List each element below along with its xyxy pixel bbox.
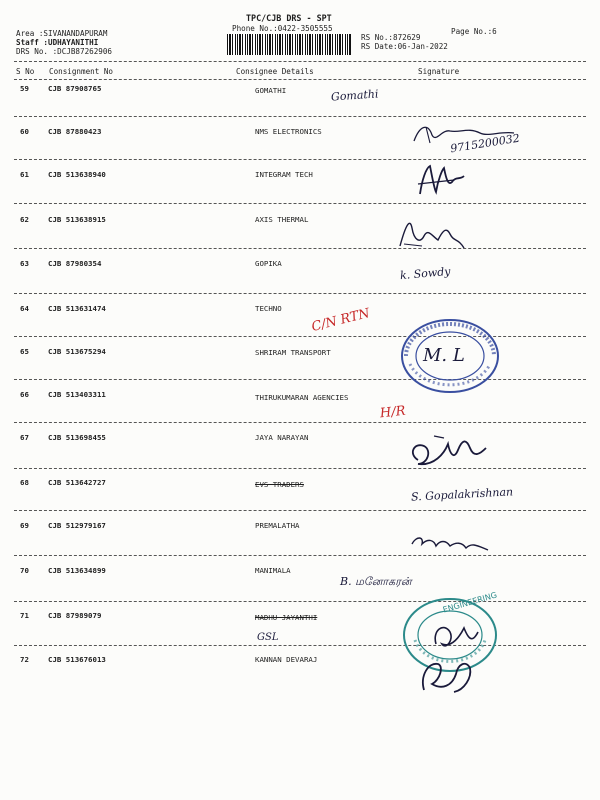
signature-r72 <box>414 650 482 698</box>
row-divider <box>14 116 586 117</box>
row-sno: 64 <box>20 304 29 313</box>
handwriting-r60-phone: 9715200032 <box>449 131 521 156</box>
table-row <box>0 170 600 182</box>
row-consignee: AXIS THERMAL <box>255 215 309 224</box>
staff-field: Staff :UDHAYANITHI <box>16 38 99 47</box>
row-divider <box>14 422 586 423</box>
signature-r62 <box>394 214 470 254</box>
drs-number: DRS No. :DCJB87262906 <box>16 47 113 56</box>
stamp-text-r71: ENGINEERING <box>441 590 498 615</box>
row-consignment: CJB 87980354 <box>48 259 102 268</box>
row-consignment: CJB 513403311 <box>48 390 106 399</box>
table-row <box>0 84 600 96</box>
table-row <box>0 566 600 578</box>
row-consignee: THIRUKUMARAN AGENCIES <box>255 393 349 402</box>
row-consignee: SHRIRAM TRANSPORT <box>255 348 331 357</box>
row-consignee: GOMATHI <box>255 86 287 95</box>
row-sno: 68 <box>20 478 29 487</box>
row-sno: 62 <box>20 215 29 224</box>
row-consignment: CJB 513698455 <box>48 433 106 442</box>
row-consignment: CJB 87908765 <box>48 84 102 93</box>
barcode <box>227 34 351 55</box>
row-sno: 69 <box>20 521 29 530</box>
table-row <box>0 347 600 359</box>
row-sno: 72 <box>20 655 29 664</box>
table-row <box>0 655 600 667</box>
row-consignee: MANIMALA <box>255 566 291 575</box>
row-sno: 59 <box>20 84 29 93</box>
table-row <box>0 433 600 445</box>
row-divider <box>14 510 586 511</box>
table-row <box>0 304 600 316</box>
row-consignment: CJB 513675294 <box>48 347 106 356</box>
handwriting-r66: H/R <box>379 403 407 422</box>
row-consignee: JAYA NARAYAN <box>255 433 309 442</box>
row-consignee: GOPIKA <box>255 259 282 268</box>
row-divider <box>14 468 586 469</box>
col-signature: Signature <box>418 67 460 76</box>
signature-r61 <box>414 162 470 198</box>
row-consignment: CJB 512979167 <box>48 521 106 530</box>
handwriting-r71: GSL <box>257 632 279 643</box>
row-divider <box>14 555 586 556</box>
col-consignee: Consignee Details <box>236 67 314 76</box>
col-consignment: Consignment No <box>49 67 114 76</box>
row-divider <box>14 645 586 646</box>
row-consignment: CJB 513642727 <box>48 478 106 487</box>
rs-number: RS No.:872629 <box>361 33 421 42</box>
row-consignee: EVS TRADERS <box>255 480 304 489</box>
phone-number: Phone No.:0422-3505555 <box>232 24 333 33</box>
table-row <box>0 611 600 623</box>
row-consignment: CJB 87880423 <box>48 127 102 136</box>
row-sno: 70 <box>20 566 29 575</box>
table-row <box>0 521 600 533</box>
table-row <box>0 215 600 227</box>
row-sno: 67 <box>20 433 29 442</box>
area-field: Area :SIVANANDAPURAM <box>16 29 108 38</box>
row-divider <box>14 203 586 204</box>
row-sno: 65 <box>20 347 29 356</box>
handwriting-r65: M. L <box>423 345 465 366</box>
row-sno: 66 <box>20 390 29 399</box>
row-divider <box>14 248 586 249</box>
handwriting-r70: B. மனோகரன் <box>340 575 412 588</box>
row-divider <box>14 293 586 294</box>
row-consignee: NMS ELECTRONICS <box>255 127 322 136</box>
sheet-title: TPC/CJB DRS - SPT <box>246 13 332 23</box>
page-number: Page No.:6 <box>451 27 497 36</box>
row-consignee: MADHU JAYANTHI <box>255 613 318 622</box>
row-consignee: KANNAN DEVARAJ <box>255 655 318 664</box>
row-consignment: CJB 87989079 <box>48 611 102 620</box>
signature-r69 <box>406 528 492 554</box>
row-consignment: CJB 513638915 <box>48 215 106 224</box>
handwriting-r63: k. Sowdy <box>399 264 451 283</box>
row-consignment: CJB 513638940 <box>48 170 106 179</box>
row-sno: 61 <box>20 170 29 179</box>
columns-divider <box>14 79 586 80</box>
row-sno: 71 <box>20 611 29 620</box>
row-sno: 60 <box>20 127 29 136</box>
signature-r67 <box>404 424 490 470</box>
table-row <box>0 259 600 271</box>
row-consignment: CJB 513634899 <box>48 566 106 575</box>
row-consignee: TECHNO <box>255 304 282 313</box>
handwriting-r64: C/N RTN <box>310 306 372 335</box>
handwriting-r68: S. Gopalakrishnan <box>410 485 514 504</box>
header-divider <box>14 61 586 62</box>
col-sno: S No <box>16 67 35 76</box>
row-consignee: INTEGRAM TECH <box>255 170 313 179</box>
row-divider <box>14 159 586 160</box>
handwriting-r59: Gomathi <box>330 87 379 104</box>
row-sno: 63 <box>20 259 29 268</box>
row-consignee: PREMALATHA <box>255 521 300 530</box>
row-consignment: CJB 513631474 <box>48 304 106 313</box>
rs-date: RS Date:06-Jan-2022 <box>361 42 448 51</box>
row-consignment: CJB 513676013 <box>48 655 106 664</box>
table-row <box>0 390 600 402</box>
row-divider <box>14 601 586 602</box>
